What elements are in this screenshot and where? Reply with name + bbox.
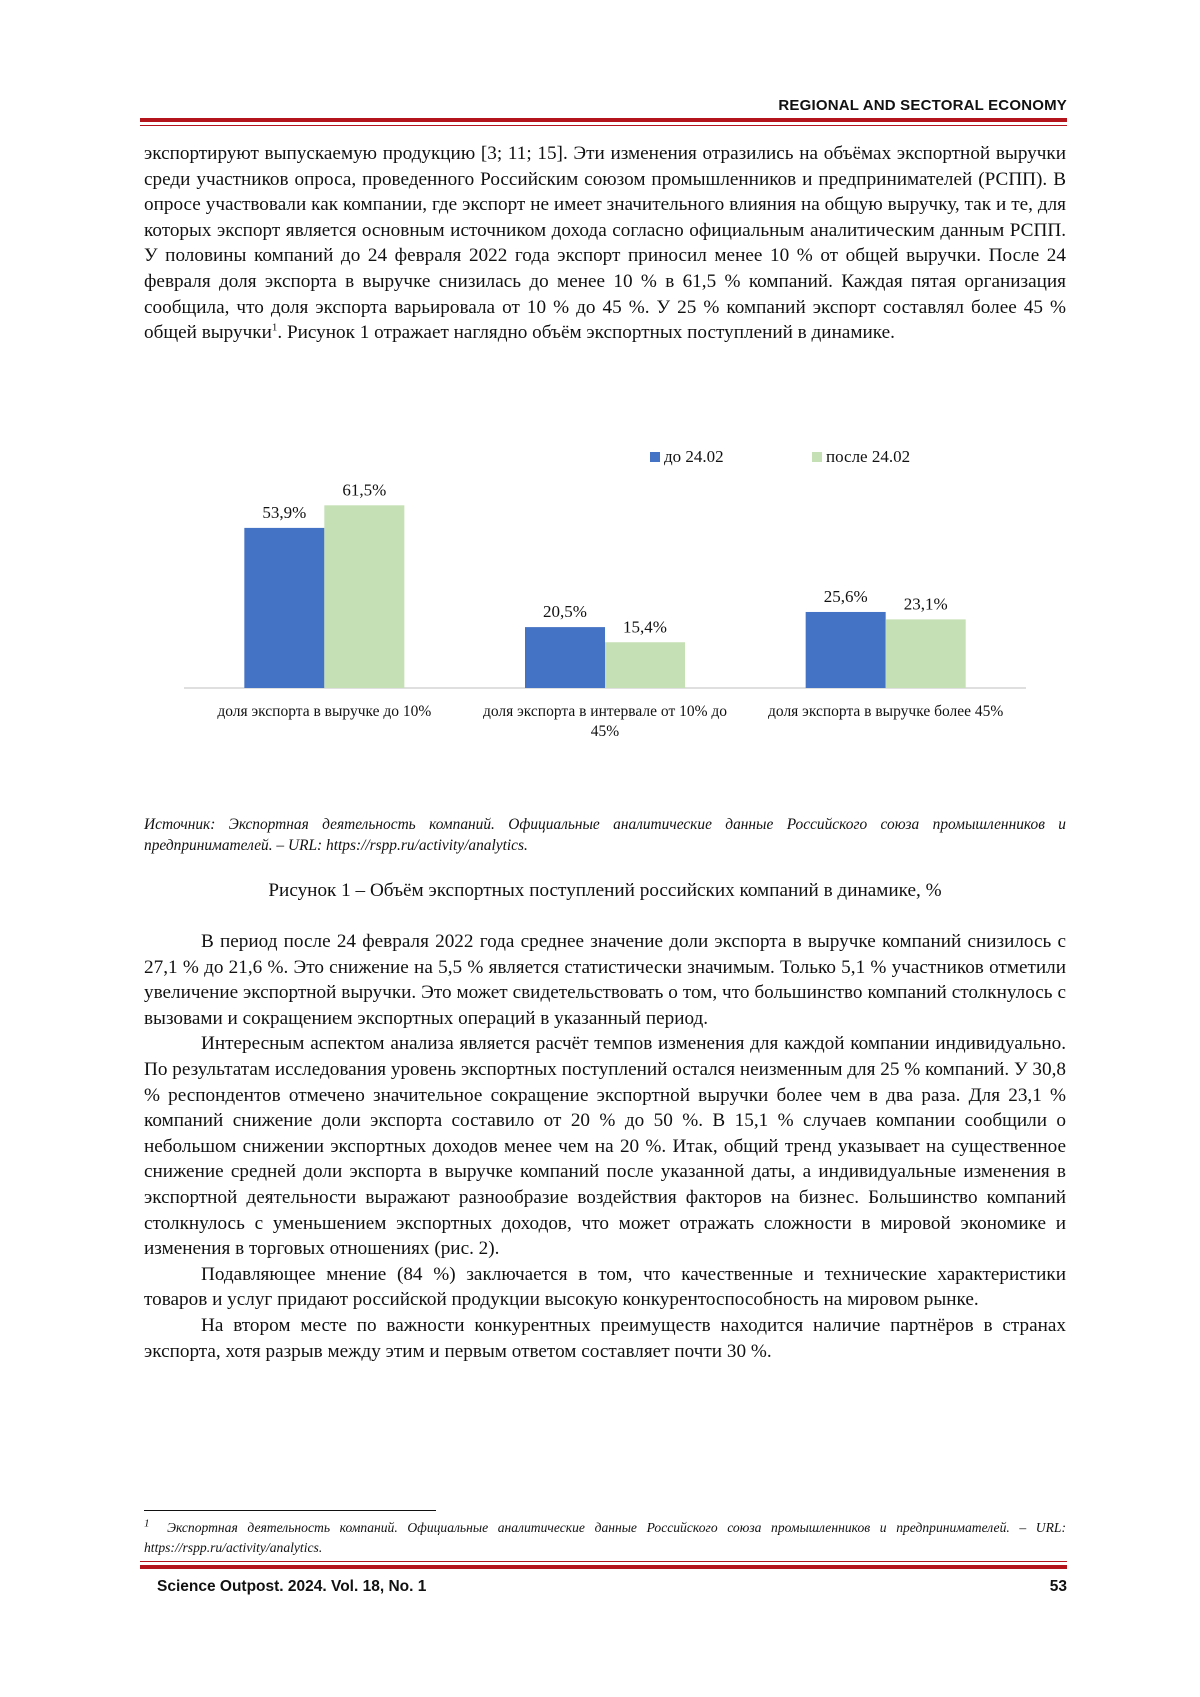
- legend-swatch: [812, 452, 822, 462]
- chart-source: Источник: Экспортная деятельность компаний. Официальные аналитические данные Российского союза промышленников и предпринимателей. – URL: https://rspp.ru/activity/analytics.: [144, 816, 1066, 854]
- figure-caption: Рисунок 1 – Объём экспортных поступлений российских компаний в динамике, %: [268, 880, 942, 901]
- intro-text: экспортируют выпускаемую продукцию [3; 11; 15]. Эти изменения отразились на объёмах экспортной выручки среди участников опроса, проведенного Российским союзом промышленников и предпринимателей (РСПП). В опросе участвовали как компании, где экспорт не имеет значительного влияния на общую выручку, так и те, для которых экспорт является основным источником дохода согласно официальным аналитическим данным РСПП. У половины компаний до 24 февраля 2022 года экспорт приносил менее 10 % от общей выручки. После 24 февраля доля экспорта в выручке снизилась до менее 10 % в 61,5 % компаний. Каждая пятая организация сообщила, что доля экспорта варьировала от 10 % до 45 %. У 25 % компаний экспорт составлял более 45 % общей выручки: [144, 143, 1066, 344]
- journal-citation: Science Outpost. 2024. Vol. 18, No. 1: [157, 1578, 427, 1595]
- footnote-reference[interactable]: 1: [271, 321, 278, 334]
- data-label: 25,6%: [823, 586, 868, 606]
- header-rule-thick: [140, 118, 1067, 122]
- bar-before: [525, 627, 605, 688]
- page-number: 53: [1049, 1578, 1067, 1595]
- bar-after: [324, 505, 404, 688]
- category-label: доля экспорта в интервале от 10% до: [482, 703, 728, 720]
- data-label: 53,9%: [262, 502, 307, 522]
- category-label: доля экспорта в выручке более 45%: [768, 703, 1004, 720]
- bar-chart: [150, 440, 1060, 760]
- legend-swatch: [650, 452, 660, 462]
- data-label: 15,4%: [623, 617, 667, 637]
- body-paragraph: Подавляющее мнение (84 %) заключается в том, что качественные и технические характеристики товаров и услуг придают российской продукции высокую конкурентоспособность на мировом рынке.: [144, 1263, 1066, 1311]
- bar-before: [806, 612, 886, 688]
- legend-label: после 24.02: [826, 447, 911, 466]
- footnote: [144, 1518, 1066, 1558]
- body-paragraph: В период после 24 февраля 2022 года среднее значение доли экспорта в выручке компаний снизилось с 27,1 % до 21,6 %. Это снижение на 5,5 % является статистически значимым. Только 5,1 % участников отметили увеличение экспортной выручки. Это может свидетельствовать о том, что большинство компаний столкнулось с вызовами и сокращением экспортных операций в указанный период.: [144, 931, 1066, 1029]
- body-paragraph: Интересным аспектом анализа является расчёт темпов изменения для каждой компании индивидуально. По результатам исследования уровень экспортных поступлений остался неизменным для 25 % компаний. У 30,8 % респондентов отмечено значительное сокращение экспортной выручки более чем в два раза. Для 23,1 % компаний снижение доли экспорта составило от 20 % до 50 %. В 15,1 % случаев компании сообщили о небольшом снижении экспортных доходов менее чем на 20 %. Итак, общий тренд указывает на существенное снижение средней доли экспорта в выручке компаний после указанной даты, а индивидуальные изменения в экспортной деятельности выражают разнообразие воздействия факторов на бизнес. Большинство компаний столкнулось с уменьшением экспортных доходов, что может отражать сложности в мировой экономике и изменения в торговых отношениях (рис. 2).: [144, 1033, 1066, 1260]
- bar-before: [244, 528, 324, 688]
- category-label: доля экспорта в выручке до 10%: [217, 703, 432, 720]
- footnote-text: Экспортная деятельность компаний. Официальные аналитические данные Российского союза промышленников и предпринимателей. – URL: https://rspp.ru/activity/analytics.: [144, 1520, 1066, 1555]
- bar-after: [605, 642, 685, 688]
- body-paragraph: На втором месте по важности конкурентных преимуществ находится наличие партнёров в странах экспорта, хотя разрыв между этим и первым ответом составляет почти 30 %.: [144, 1314, 1066, 1362]
- intro-paragraph: [144, 141, 1066, 346]
- footer-rule-thick: [140, 1565, 1067, 1569]
- data-label: 61,5%: [342, 480, 387, 500]
- header-rule-thin: [140, 125, 1067, 126]
- bar-after: [886, 619, 966, 688]
- intro-text-after: . Рисунок 1 отражает наглядно объём экспортных поступлений в динамике.: [277, 322, 895, 344]
- data-label: 20,5%: [543, 602, 587, 622]
- running-header: REGIONAL AND SECTORAL ECONOMY: [778, 97, 1067, 114]
- body-text: [144, 929, 1066, 1364]
- footer-rule-thin: [140, 1561, 1067, 1562]
- footnote-separator: [144, 1510, 436, 1511]
- footnote-mark: 1: [144, 1517, 150, 1530]
- category-label: 45%: [590, 723, 620, 740]
- legend-label: до 24.02: [664, 447, 724, 466]
- data-label: 23,1%: [903, 594, 948, 614]
